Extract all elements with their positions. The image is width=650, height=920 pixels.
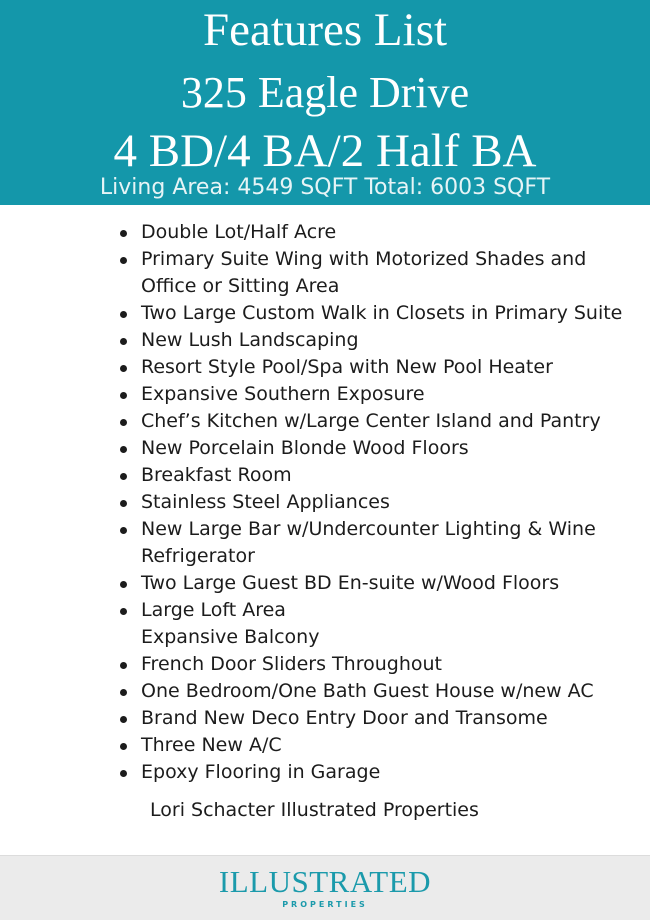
header-banner xyxy=(0,0,650,205)
list-item: One Bedroom/One Bath Guest House w/new AC xyxy=(118,678,638,705)
property-address: 325 Eagle Drive xyxy=(180,68,470,117)
list-item: Expansive Southern Exposure xyxy=(118,381,638,408)
list-item: Resort Style Pool/Spa with New Pool Heater xyxy=(118,354,638,381)
list-item: New Large Bar w/Undercounter Lighting & Wine Refrigerator xyxy=(118,516,638,570)
brand-logo: ILLUSTRATED xyxy=(218,864,432,899)
list-item: Epoxy Flooring in Garage xyxy=(118,759,638,786)
list-item: Primary Suite Wing with Motorized Shades and Office or Sitting Area xyxy=(118,246,638,300)
list-item: New Porcelain Blonde Wood Floors xyxy=(118,435,638,462)
area-summary: Living Area: 4549 SQFT Total: 6003 SQFT xyxy=(99,175,551,200)
list-item: Breakfast Room xyxy=(118,462,638,489)
features-list xyxy=(118,219,638,786)
list-item: New Lush Landscaping xyxy=(118,327,638,354)
list-item: Three New A/C xyxy=(118,732,638,759)
features-section xyxy=(0,205,650,855)
brand-logo-subtitle: PROPERTIES xyxy=(282,900,368,909)
list-item: Large Loft Area Expansive Balcony xyxy=(118,597,638,651)
list-item: Brand New Deco Entry Door and Transome xyxy=(118,705,638,732)
list-item: Two Large Custom Walk in Closets in Primary Suite xyxy=(118,300,638,327)
list-item: Double Lot/Half Acre xyxy=(118,219,638,246)
list-item: Stainless Steel Appliances xyxy=(118,489,638,516)
page-title: Features List xyxy=(202,4,448,56)
list-item: French Door Sliders Throughout xyxy=(118,651,638,678)
footer-logo-bar xyxy=(0,855,650,920)
list-item: Chef’s Kitchen w/Large Center Island and Pantry xyxy=(118,408,638,435)
agent-credit: Lori Schacter Illustrated Properties xyxy=(150,799,479,821)
room-summary: 4 BD/4 BA/2 Half BA xyxy=(113,125,537,177)
list-item: Two Large Guest BD En-suite w/Wood Floors xyxy=(118,570,638,597)
